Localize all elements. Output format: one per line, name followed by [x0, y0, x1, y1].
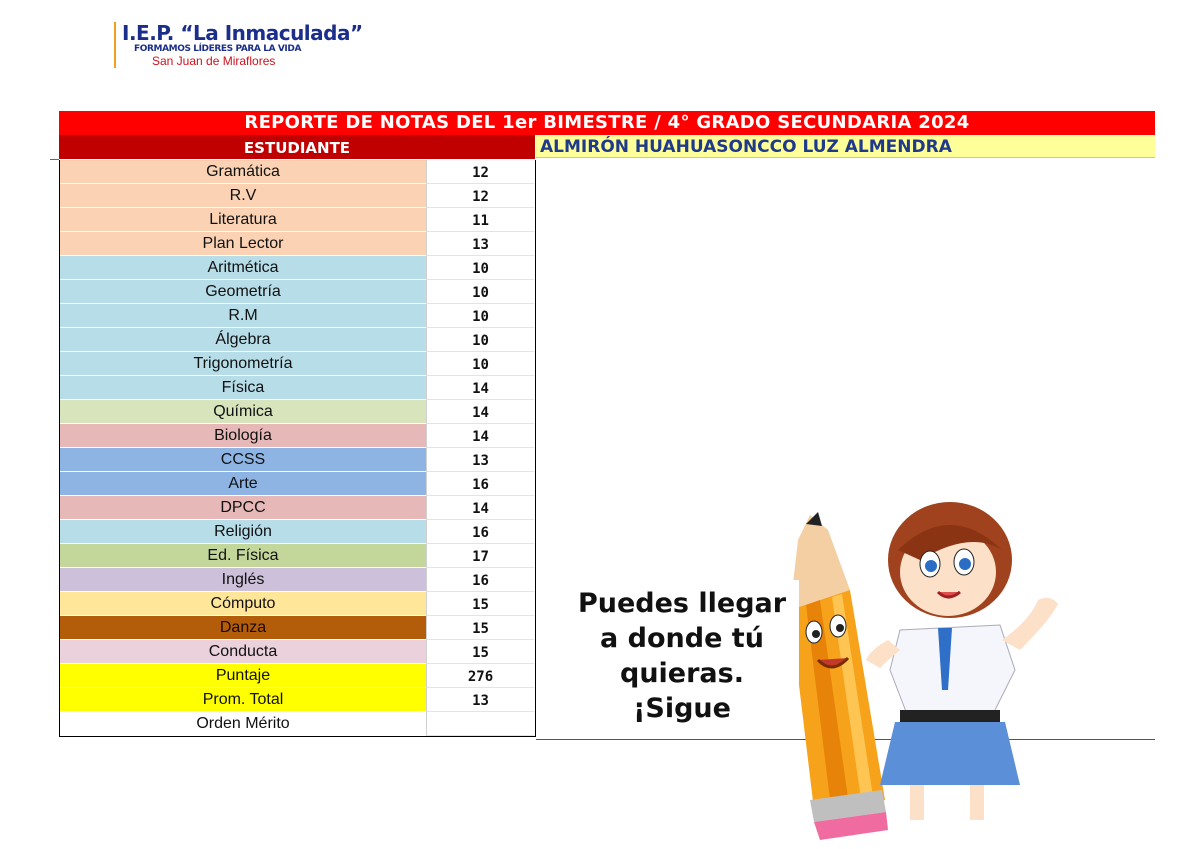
grade-row — [60, 544, 535, 568]
grade-row — [60, 160, 535, 184]
school-motto: FORMAMOS LÍDERES PARA LA VIDA — [134, 44, 302, 54]
grade-row — [60, 592, 535, 616]
subject-name: Puntaje — [60, 664, 426, 688]
quote-line-3: quieras. — [620, 658, 744, 689]
subject-grade: 10 — [426, 256, 534, 280]
subject-grade: 14 — [426, 424, 534, 448]
subject-name: Gramática — [60, 160, 426, 184]
grade-row — [60, 232, 535, 256]
subject-grade: 14 — [426, 496, 534, 520]
student-header-row — [59, 135, 1155, 159]
subject-name: R.V — [60, 184, 426, 208]
motivational-quote — [556, 586, 808, 726]
subject-name: Ed. Física — [60, 544, 426, 568]
subject-grade: 17 — [426, 544, 534, 568]
subject-name: Plan Lector — [60, 232, 426, 256]
grade-row — [60, 712, 535, 736]
grade-row — [60, 184, 535, 208]
subject-name: Danza — [60, 616, 426, 640]
grade-row — [60, 472, 535, 496]
grade-row — [60, 568, 535, 592]
subject-grade: 11 — [426, 208, 534, 232]
subject-name: Física — [60, 376, 426, 400]
grade-row — [60, 400, 535, 424]
student-label: ESTUDIANTE — [59, 135, 535, 159]
subject-grade: 10 — [426, 304, 534, 328]
grades-table — [59, 160, 536, 737]
report-header — [59, 111, 1155, 159]
subject-grade — [426, 712, 534, 736]
grade-row — [60, 688, 535, 712]
girl-character-icon — [866, 502, 1058, 842]
subject-name: Orden Mérito — [60, 712, 426, 736]
quote-line-1: Puedes llegar — [577, 588, 787, 619]
grade-row — [60, 448, 535, 472]
subject-grade: 12 — [426, 160, 534, 184]
subject-name: Prom. Total — [60, 688, 426, 712]
subject-grade: 16 — [426, 568, 534, 592]
subject-grade: 15 — [426, 616, 534, 640]
subject-grade: 10 — [426, 352, 534, 376]
grade-row — [60, 496, 535, 520]
subject-grade: 16 — [426, 520, 534, 544]
subject-name: Aritmética — [60, 256, 426, 280]
subject-name: Trigonometría — [60, 352, 426, 376]
subject-grade: 13 — [426, 448, 534, 472]
subject-grade: 13 — [426, 232, 534, 256]
grade-row — [60, 256, 535, 280]
quote-line-2: a donde tú — [600, 623, 764, 654]
school-logo — [114, 22, 363, 68]
subject-grade: 10 — [426, 280, 534, 304]
grade-row — [60, 328, 535, 352]
subject-name: CCSS — [60, 448, 426, 472]
grade-row — [60, 376, 535, 400]
subject-grade: 15 — [426, 640, 534, 664]
report-title: REPORTE DE NOTAS DEL 1er BIMESTRE / 4° GRADO SECUNDARIA 2024 — [59, 111, 1155, 135]
student-name: ALMIRÓN HUAHUASONCCO LUZ ALMENDRA — [536, 135, 1155, 158]
subject-name: Biología — [60, 424, 426, 448]
subject-grade: 12 — [426, 184, 534, 208]
subject-name: Inglés — [60, 568, 426, 592]
grade-row — [60, 664, 535, 688]
school-location: San Juan de Miraflores — [152, 54, 276, 68]
subject-name: Arte — [60, 472, 426, 496]
grade-row — [60, 640, 535, 664]
quote-line-4: ¡Sigue — [633, 693, 731, 724]
subject-name: Religión — [60, 520, 426, 544]
grade-row — [60, 520, 535, 544]
grade-row — [60, 352, 535, 376]
subject-grade: 10 — [426, 328, 534, 352]
subject-grade: 14 — [426, 400, 534, 424]
school-name: I.E.P. “La Inmaculada” — [122, 21, 363, 45]
grade-row — [60, 304, 535, 328]
grade-row — [60, 280, 535, 304]
subject-name: DPCC — [60, 496, 426, 520]
subject-grade: 14 — [426, 376, 534, 400]
grade-row — [60, 424, 535, 448]
subject-name: Química — [60, 400, 426, 424]
grade-row — [60, 616, 535, 640]
subject-grade: 16 — [426, 472, 534, 496]
subject-name: R.M — [60, 304, 426, 328]
subject-name: Cómputo — [60, 592, 426, 616]
subject-grade: 13 — [426, 688, 534, 712]
divider — [50, 159, 59, 160]
subject-name: Conducta — [60, 640, 426, 664]
girl-with-pencil-illustration — [770, 500, 1070, 849]
subject-name: Geometría — [60, 280, 426, 304]
grade-row — [60, 208, 535, 232]
subject-grade: 276 — [426, 664, 534, 688]
subject-name: Literatura — [60, 208, 426, 232]
subject-grade: 15 — [426, 592, 534, 616]
subject-name: Álgebra — [60, 328, 426, 352]
